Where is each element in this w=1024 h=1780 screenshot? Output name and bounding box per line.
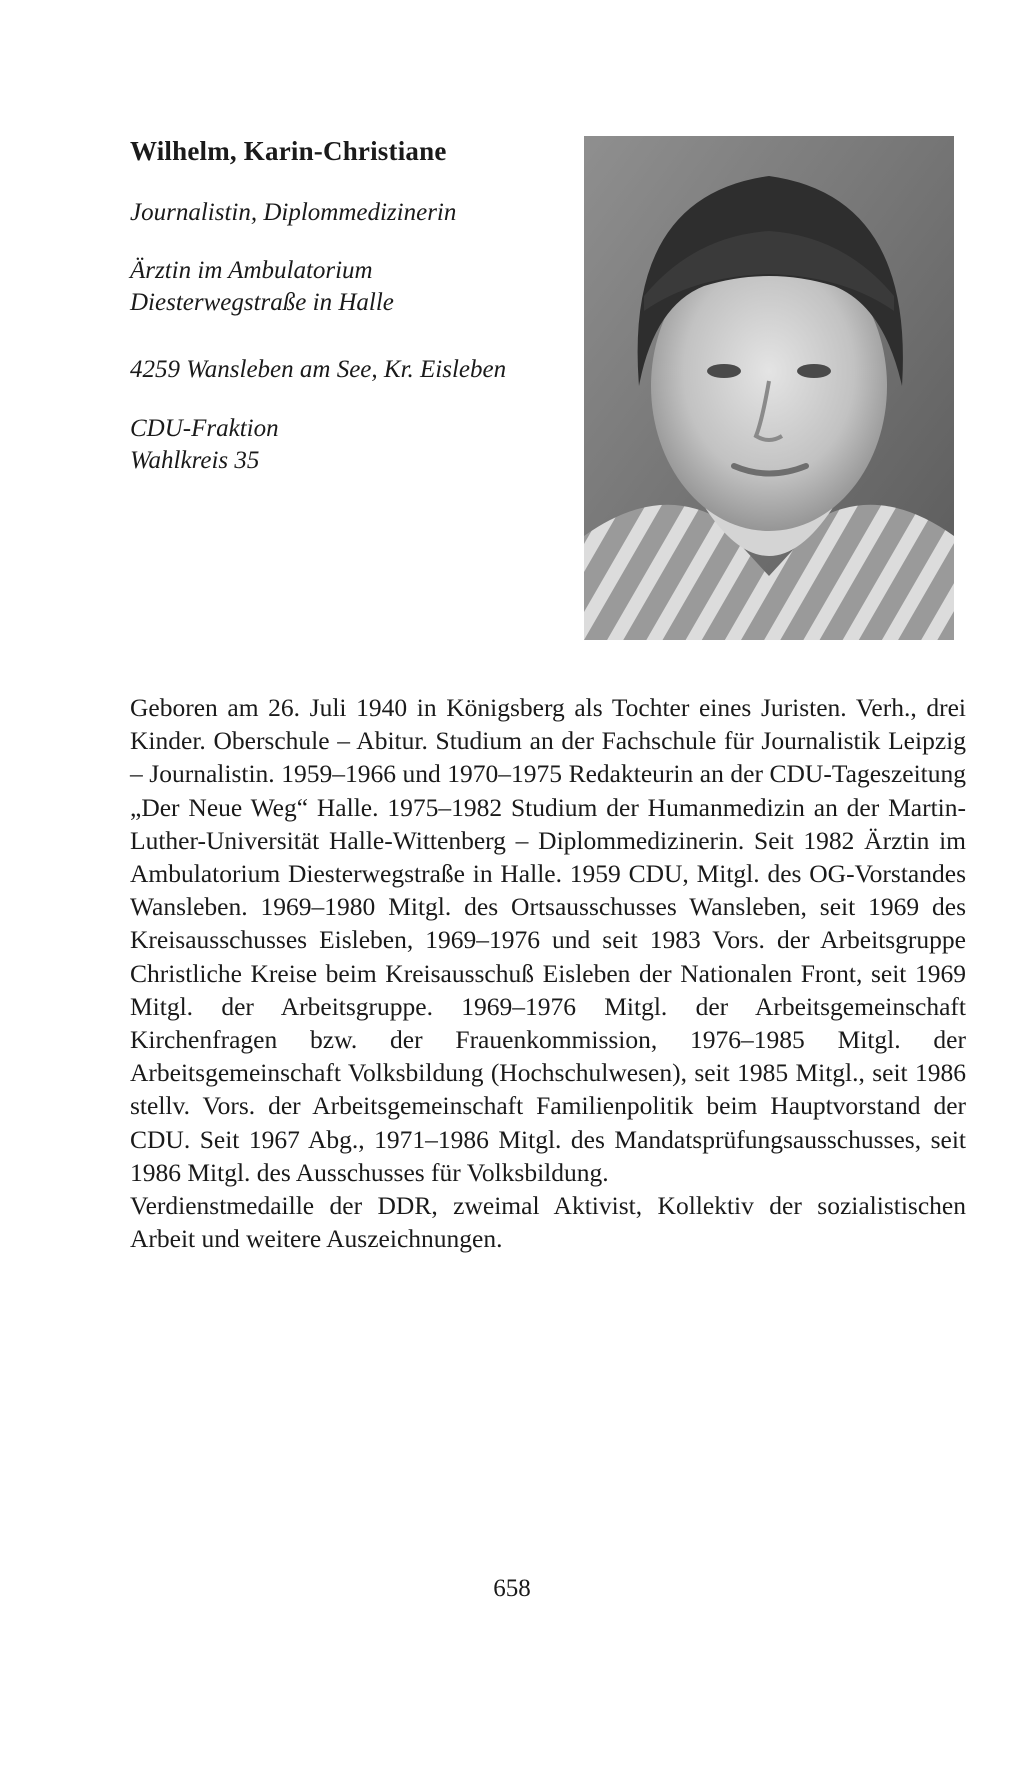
profession-text: Journalistin, Diplommedizinerin	[130, 199, 457, 226]
biography	[130, 691, 966, 1255]
profession	[130, 197, 456, 229]
workplace	[130, 255, 394, 319]
faction: CDU-Fraktion	[130, 415, 279, 442]
honors-paragraph: Verdienstmedaille der DDR, zweimal Aktivist, Kollektiv der sozialistischen Arbeit und weitere Auszeichnungen.	[130, 1191, 966, 1254]
workplace-line-2: Diesterwegstraße in Halle	[130, 289, 394, 316]
biography-paragraph: Geboren am 26. Juli 1940 in Königsberg als Tochter eines Juristen. Verh., drei Kinder. Oberschule – Abitur. Studium an der Fachschule für Journalistik Leipzig – Journalistin. 1959–1966 und 1970–1975 Redakteurin an der CDU-Tageszeitung „Der Neue Weg“ Halle. 1975–1982 Studium der Humanmedizin an der Martin-Luther-Universität Halle-Wittenberg – Diplommedizinerin. Seit 1982 Ärztin im Ambulatorium Diesterwegstraße in Halle. 1959 CDU, Mitgl. des OG-Vorstandes Wansleben. 1969–1980 Mitgl. des Ortsausschusses Wansleben, seit 1969 des Kreisausschusses Eisleben, 1969–1976 und seit 1983 Vors. der Arbeitsgruppe Christliche Kreise beim Kreisausschuß Eisleben der Nationalen Front, seit 1969 Mitgl. der Arbeitsgruppe. 1969–1976 Mitgl. der Arbeitsgemeinschaft Kirchenfragen bzw. der Frauenkommission, 1976–1985 Mitgl. der Arbeitsgemeinschaft Volksbildung (Hochschulwesen), seit 1985 Mitgl., seit 1986 stellv. Vors. der Arbeitsgemeinschaft Familienpolitik beim Hauptvorstand der CDU. Seit 1967 Abg., 1971–1986 Mitgl. des Mandatsprüfungsausschusses, seit 1986 Mitgl. des Ausschusses für Volksbildung.	[130, 693, 966, 1187]
portrait-photo	[584, 136, 954, 640]
page-number: 658	[493, 1575, 531, 1602]
person-name: Wilhelm, Karin-Christiane	[130, 136, 447, 166]
parliament-info	[130, 413, 279, 477]
address	[130, 354, 506, 386]
workplace-line-1: Ärztin im Ambulatorium	[130, 257, 373, 284]
address-text: 4259 Wansleben am See, Kr. Eisleben	[130, 356, 507, 383]
constituency: Wahlkreis 35	[130, 447, 260, 474]
